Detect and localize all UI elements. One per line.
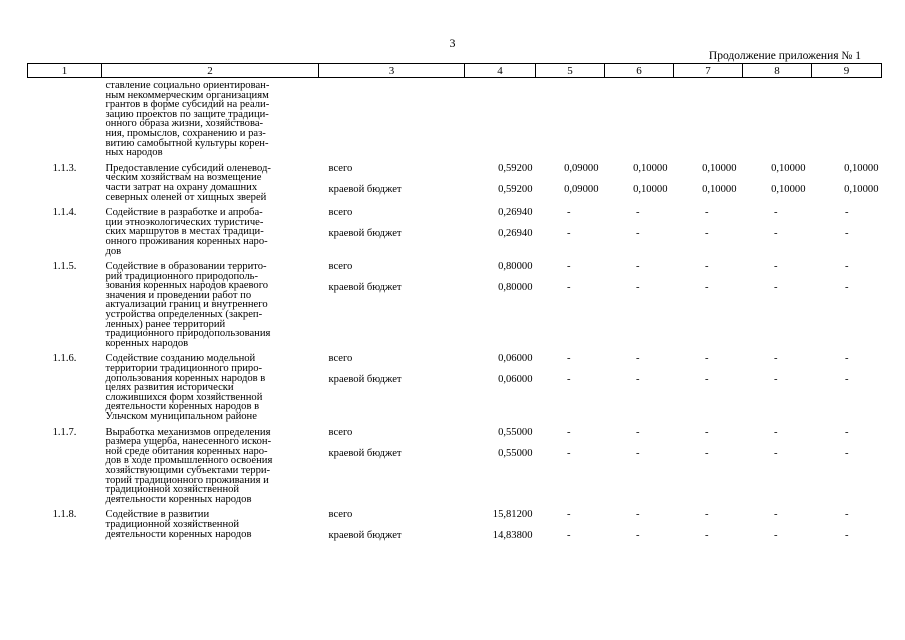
text-line: традиционного природопользования bbox=[105, 328, 271, 340]
text-line: северных оленей от хищных зверей bbox=[105, 191, 267, 203]
value-total: - bbox=[635, 353, 640, 365]
value-total: 0,09000 bbox=[564, 162, 599, 174]
value-regional: - bbox=[566, 447, 571, 459]
multiline-text bbox=[106, 81, 317, 158]
value-regional: - bbox=[704, 530, 709, 542]
value-cell bbox=[743, 348, 812, 421]
text-line: онного образа жизни, хозяйствова- bbox=[105, 118, 264, 130]
value-regional: 0,10000 bbox=[844, 183, 879, 195]
value-regional: 0,10000 bbox=[702, 183, 737, 195]
value-regional: - bbox=[704, 228, 709, 240]
value-cell bbox=[605, 504, 674, 543]
text-line: территории традиционного приро- bbox=[105, 363, 263, 375]
text-line: размера ущерба, нанесенного искон- bbox=[105, 436, 272, 448]
value-cell bbox=[674, 202, 743, 256]
funding-source-total: всего bbox=[328, 509, 353, 521]
value-regional: - bbox=[773, 374, 778, 386]
value-total: - bbox=[704, 261, 709, 273]
text-line: актуализации границ и внутреннего bbox=[105, 299, 268, 311]
value-cell bbox=[674, 348, 743, 421]
value-total: - bbox=[635, 426, 640, 438]
value-total: - bbox=[844, 509, 849, 521]
value-regional: - bbox=[773, 447, 778, 459]
text-line: Предоставление субсидий оленевод- bbox=[105, 162, 271, 174]
text-line: допользования коренных народов в bbox=[105, 372, 266, 384]
text-line: ских маршрутов в местах традици- bbox=[105, 226, 264, 238]
text-line: традиционной хозяйственной bbox=[105, 518, 240, 530]
value-cell bbox=[605, 422, 674, 505]
value-cell bbox=[536, 348, 605, 421]
value-cell bbox=[812, 256, 882, 348]
value-cell bbox=[605, 202, 674, 256]
value-regional: 0,80000 bbox=[498, 282, 533, 294]
value-cell bbox=[465, 348, 536, 421]
value-total: 0,10000 bbox=[702, 162, 737, 174]
value-total: - bbox=[635, 207, 640, 219]
text-line: ленных) ранее территорий bbox=[105, 318, 226, 330]
value-cell bbox=[743, 256, 812, 348]
funding-source bbox=[319, 202, 465, 256]
text-line: ной среде обитания коренных наро- bbox=[105, 445, 268, 457]
value-regional: 0,10000 bbox=[633, 183, 668, 195]
funding-source-total: всего bbox=[328, 426, 353, 438]
table-row bbox=[28, 504, 882, 543]
text-line: значения и проведении работ по bbox=[105, 289, 252, 301]
funding-source bbox=[319, 348, 465, 421]
column-header: 8 bbox=[743, 64, 812, 78]
value-total: - bbox=[704, 207, 709, 219]
value-cell bbox=[812, 202, 882, 256]
value-total: 0,26940 bbox=[498, 207, 533, 219]
value-total: - bbox=[773, 261, 778, 273]
appendix-continuation-label: Продолжение приложения № 1 bbox=[708, 50, 861, 62]
page-number: 3 bbox=[449, 36, 456, 50]
value-cell bbox=[536, 158, 605, 202]
value-total: - bbox=[635, 509, 640, 521]
text-line: Содействие в разработке и апроба- bbox=[105, 207, 263, 219]
text-line: ных народов bbox=[105, 147, 163, 159]
value-cell bbox=[605, 158, 674, 202]
text-line: коренных народов bbox=[105, 337, 189, 349]
value-total: - bbox=[704, 426, 709, 438]
value-cell bbox=[674, 256, 743, 348]
text-line: ции этноэкологических туристиче- bbox=[105, 216, 264, 228]
funding-source-total: всего bbox=[328, 207, 353, 219]
column-header: 7 bbox=[674, 64, 743, 78]
text-line: Содействие созданию модельной bbox=[105, 353, 256, 365]
column-header: 6 bbox=[605, 64, 674, 78]
text-line: Ульчском муниципальном районе bbox=[105, 411, 257, 422]
column-header: 4 bbox=[465, 64, 536, 78]
table-header-row bbox=[28, 64, 882, 78]
value-regional: - bbox=[773, 282, 778, 294]
value-regional: - bbox=[844, 530, 849, 542]
text-line: зацию проектов по защите традици- bbox=[105, 108, 269, 120]
item-name bbox=[102, 202, 319, 256]
value-total: - bbox=[704, 353, 709, 365]
funding-source-regional: краевой бюджет bbox=[328, 183, 402, 195]
item-name bbox=[102, 158, 319, 202]
value-regional: 0,55000 bbox=[498, 447, 533, 459]
text-line: онного проживания коренных наро- bbox=[105, 235, 268, 247]
funding-source-regional: краевой бюджет bbox=[328, 228, 402, 240]
item-code: 1.1.6. bbox=[52, 353, 77, 365]
table-row bbox=[28, 348, 882, 421]
value-total: - bbox=[844, 426, 849, 438]
value-total: - bbox=[844, 207, 849, 219]
value-total: - bbox=[773, 353, 778, 365]
value-total: - bbox=[773, 509, 778, 521]
value-cell bbox=[465, 256, 536, 348]
item-code: 1.1.4. bbox=[52, 207, 77, 219]
text-line: Выработка механизмов определения bbox=[105, 426, 271, 438]
value-cell bbox=[465, 422, 536, 505]
value-regional: - bbox=[635, 282, 640, 294]
value-total: - bbox=[773, 207, 778, 219]
value-total: - bbox=[844, 261, 849, 273]
text-line: Содействие в развитии bbox=[105, 509, 210, 521]
value-regional: 0,26940 bbox=[498, 228, 533, 240]
value-cell bbox=[743, 422, 812, 505]
value-cell bbox=[812, 348, 882, 421]
multiline-text bbox=[106, 262, 317, 348]
text-line: рий традиционного природополь- bbox=[105, 270, 258, 282]
funding-source-regional: краевой бюджет bbox=[328, 374, 402, 386]
value-regional: - bbox=[773, 228, 778, 240]
text-line: дов bbox=[105, 245, 122, 257]
text-line: деятельности коренных народов в bbox=[105, 401, 260, 413]
item-name bbox=[102, 256, 319, 348]
text-line: ческим хозяйствам на возмещение bbox=[105, 172, 262, 184]
value-cell bbox=[743, 202, 812, 256]
value-cell bbox=[743, 504, 812, 543]
value-cell bbox=[674, 504, 743, 543]
funding-source-regional: краевой бюджет bbox=[328, 447, 402, 459]
value-total: - bbox=[635, 261, 640, 273]
column-header: 1 bbox=[28, 64, 102, 78]
value-regional: - bbox=[635, 374, 640, 386]
value-cell bbox=[743, 158, 812, 202]
text-line: Содействие в образовании террито- bbox=[105, 261, 267, 273]
table-row bbox=[28, 256, 882, 348]
item-code: 1.1.8. bbox=[52, 509, 77, 521]
value-total: 0,10000 bbox=[771, 162, 806, 174]
value-total: 0,10000 bbox=[844, 162, 879, 174]
item-name bbox=[102, 422, 319, 505]
value-total: 0,55000 bbox=[498, 426, 533, 438]
value-regional: 0,06000 bbox=[498, 374, 533, 386]
table-row-continuation bbox=[28, 78, 882, 158]
value-regional: - bbox=[704, 282, 709, 294]
text-line: деятельности коренных народов bbox=[105, 493, 252, 505]
value-cell bbox=[674, 158, 743, 202]
text-line: сложившихся форм хозяйственной bbox=[105, 391, 263, 403]
value-regional: - bbox=[635, 447, 640, 459]
value-regional: 0,09000 bbox=[564, 183, 599, 195]
value-regional: 0,10000 bbox=[771, 183, 806, 195]
multiline-text bbox=[106, 510, 317, 539]
table-row bbox=[28, 422, 882, 505]
funding-source-total: всего bbox=[328, 353, 353, 365]
value-total: - bbox=[566, 509, 571, 521]
value-regional: - bbox=[704, 447, 709, 459]
multiline-text bbox=[106, 164, 317, 202]
value-regional: - bbox=[566, 282, 571, 294]
text-line: деятельности коренных народов bbox=[105, 528, 252, 540]
value-regional: - bbox=[566, 374, 571, 386]
value-cell bbox=[465, 202, 536, 256]
table-row bbox=[28, 158, 882, 202]
value-regional: - bbox=[773, 530, 778, 542]
value-cell bbox=[536, 202, 605, 256]
value-total: - bbox=[773, 426, 778, 438]
text-line: устройства определенных (закреп- bbox=[105, 309, 263, 321]
column-header: 9 bbox=[812, 64, 882, 78]
text-line: зования коренных народов краевого bbox=[105, 280, 269, 292]
funding-source-total: всего bbox=[328, 162, 353, 174]
text-line: дов в ходе промышленного освоения bbox=[105, 455, 273, 467]
text-line: витию самобытной культуры корен- bbox=[105, 137, 269, 149]
multiline-text bbox=[106, 354, 317, 421]
value-total: - bbox=[566, 426, 571, 438]
text-line: ставление социально ориентирован- bbox=[105, 80, 270, 91]
value-total: - bbox=[704, 509, 709, 521]
item-code: 1.1.3. bbox=[52, 162, 77, 174]
funding-source-regional: краевой бюджет bbox=[328, 282, 402, 294]
value-cell bbox=[536, 504, 605, 543]
value-cell bbox=[812, 422, 882, 505]
budget-table bbox=[27, 63, 882, 543]
text-line: традиционной хозяйственной bbox=[105, 484, 240, 496]
value-regional: - bbox=[844, 228, 849, 240]
value-regional: 14,83800 bbox=[492, 530, 533, 542]
value-cell bbox=[536, 422, 605, 505]
text-line: ным некоммерческим организациям bbox=[105, 89, 269, 101]
text-line: грантов в форме субсидий на реали- bbox=[105, 99, 270, 111]
item-name bbox=[102, 348, 319, 421]
text-line: целях развития исторически bbox=[105, 382, 234, 394]
value-total: 0,59200 bbox=[498, 162, 533, 174]
value-total: - bbox=[566, 261, 571, 273]
funding-source bbox=[319, 422, 465, 505]
funding-source bbox=[319, 256, 465, 348]
value-cell bbox=[812, 504, 882, 543]
value-total: 15,81200 bbox=[492, 509, 533, 521]
continued-item-name bbox=[102, 78, 319, 158]
text-line: торий традиционного проживания и bbox=[105, 474, 269, 486]
value-regional: - bbox=[704, 374, 709, 386]
value-total: 0,10000 bbox=[633, 162, 668, 174]
multiline-text bbox=[106, 428, 317, 505]
value-regional: - bbox=[635, 228, 640, 240]
text-line: части затрат на охрану домашних bbox=[105, 181, 258, 193]
funding-source bbox=[319, 158, 465, 202]
item-code: 1.1.7. bbox=[52, 426, 77, 438]
item-name bbox=[102, 504, 319, 543]
funding-source-total: всего bbox=[328, 261, 353, 273]
value-cell bbox=[674, 422, 743, 505]
text-line: хозяйствующими субъектами терри- bbox=[105, 464, 271, 476]
value-total: - bbox=[566, 353, 571, 365]
value-regional: - bbox=[635, 530, 640, 542]
column-header: 5 bbox=[536, 64, 605, 78]
value-cell bbox=[812, 158, 882, 202]
value-cell bbox=[465, 504, 536, 543]
value-cell bbox=[605, 256, 674, 348]
value-total: 0,06000 bbox=[498, 353, 533, 365]
table-row bbox=[28, 202, 882, 256]
funding-source bbox=[319, 504, 465, 543]
value-regional: - bbox=[844, 374, 849, 386]
multiline-text bbox=[106, 208, 317, 256]
value-total: - bbox=[566, 207, 571, 219]
column-header: 2 bbox=[102, 64, 319, 78]
item-code: 1.1.5. bbox=[52, 261, 77, 273]
value-regional: 0,59200 bbox=[498, 183, 533, 195]
value-regional: - bbox=[566, 530, 571, 542]
value-total: - bbox=[844, 353, 849, 365]
value-regional: - bbox=[566, 228, 571, 240]
value-regional: - bbox=[844, 282, 849, 294]
value-cell bbox=[536, 256, 605, 348]
value-cell bbox=[465, 158, 536, 202]
value-cell bbox=[605, 348, 674, 421]
column-header: 3 bbox=[319, 64, 465, 78]
funding-source-regional: краевой бюджет bbox=[328, 530, 402, 542]
text-line: ния, промыслов, сохранению и раз- bbox=[105, 127, 266, 139]
value-regional: - bbox=[844, 447, 849, 459]
value-total: 0,80000 bbox=[498, 261, 533, 273]
